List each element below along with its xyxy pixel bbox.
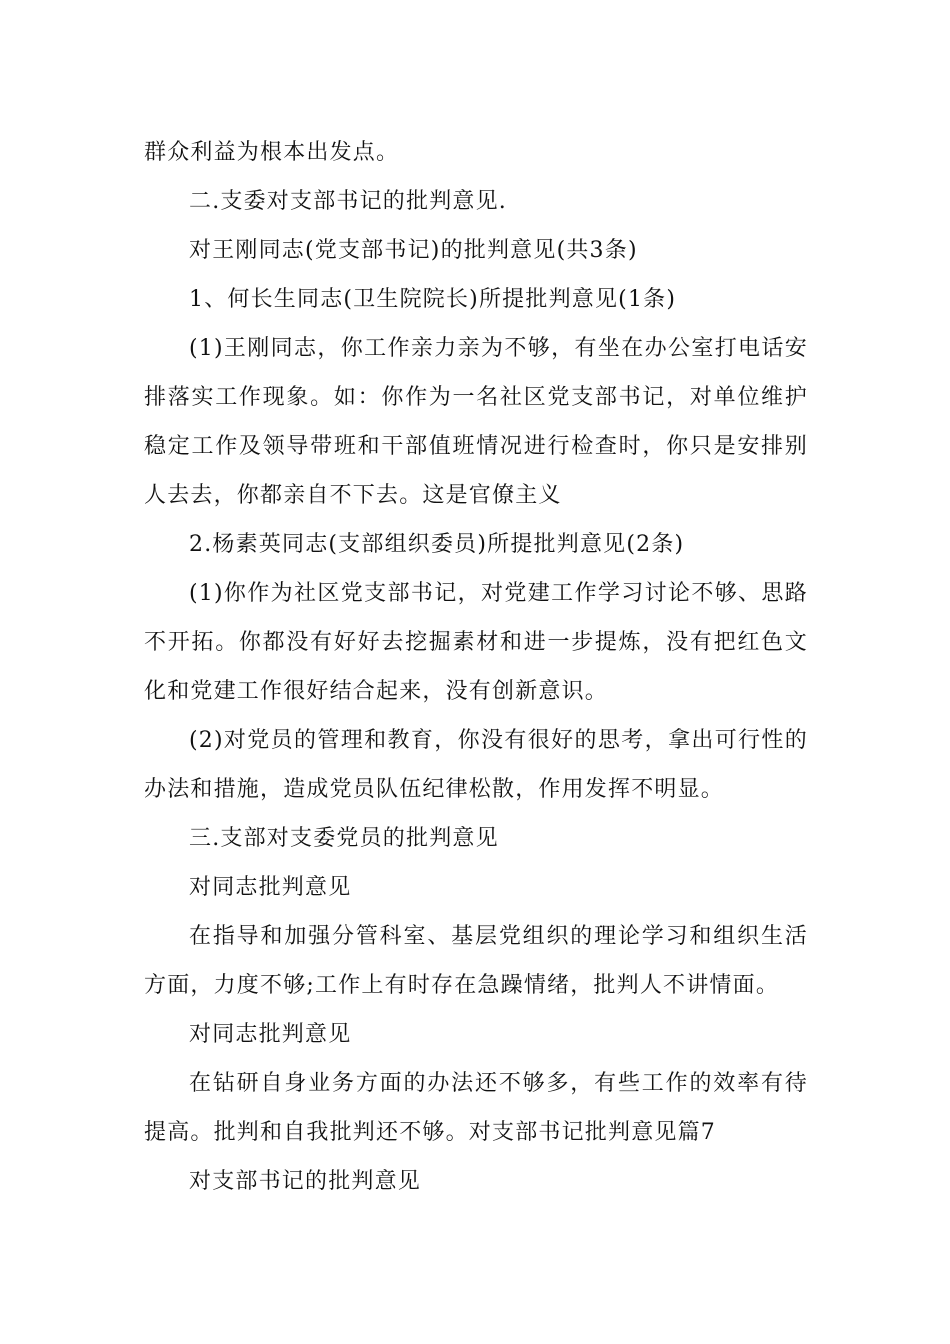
paragraph-criticism-2-1: (1)你作为社区党支部书记，对党建工作学习讨论不够、思路不开拓。你都没有好好去挖掘素材和进一步提炼，没有把红色文化和党建工作很好结合起来，没有创新意识。 xyxy=(144,581,808,704)
paragraph-criticism-2-2: (2)对党员的管理和教育，你没有很好的思考，拿出可行性的办法和措施，造成党员队伍纪律松散，作用发挥不明显。 xyxy=(144,728,808,802)
paragraph-1: 群众利益为根本出发点。 xyxy=(144,140,400,165)
subheading-comrade-2: 对同志批判意见 xyxy=(189,1022,352,1047)
paragraph-comrade-1: 在指导和加强分管科室、基层党组织的理论学习和组织生活方面，力度不够;工作上有时存在急躁情绪，批判人不讲情面。 xyxy=(144,924,808,998)
subheading-secretary: 对支部书记的批判意见 xyxy=(189,1169,422,1194)
section-heading-2: 二.支委对支部书记的批判意见. xyxy=(189,189,507,214)
paragraph-criticism-1: (1)王刚同志，你工作亲力亲为不够，有坐在办公室打电话安排落实工作现象。如：你作为一名社区党支部书记，对单位维护稳定工作及领导带班和干部值班情况进行检查时，你只是安排别人去去，你都亲自不下去。这是官僚主义 xyxy=(144,336,808,508)
document-body xyxy=(144,128,808,1206)
subheading-wanggang: 对王刚同志(党支部书记)的批判意见(共3条) xyxy=(189,238,638,263)
subheading-comrade-1: 对同志批判意见 xyxy=(189,875,352,900)
paragraph-comrade-2: 在钻研自身业务方面的办法还不够多，有些工作的效率有待提高。批判和自我批判还不够。对支部书记批判意见篇7 xyxy=(144,1071,808,1145)
subheading-he-changsheng: 1、何长生同志(卫生院院长)所提批判意见(1条) xyxy=(189,287,677,312)
subheading-yang-suying: 2.杨素英同志(支部组织委员)所提批判意见(2条) xyxy=(189,532,685,557)
section-heading-3: 三.支部对支委党员的批判意见 xyxy=(189,826,499,851)
